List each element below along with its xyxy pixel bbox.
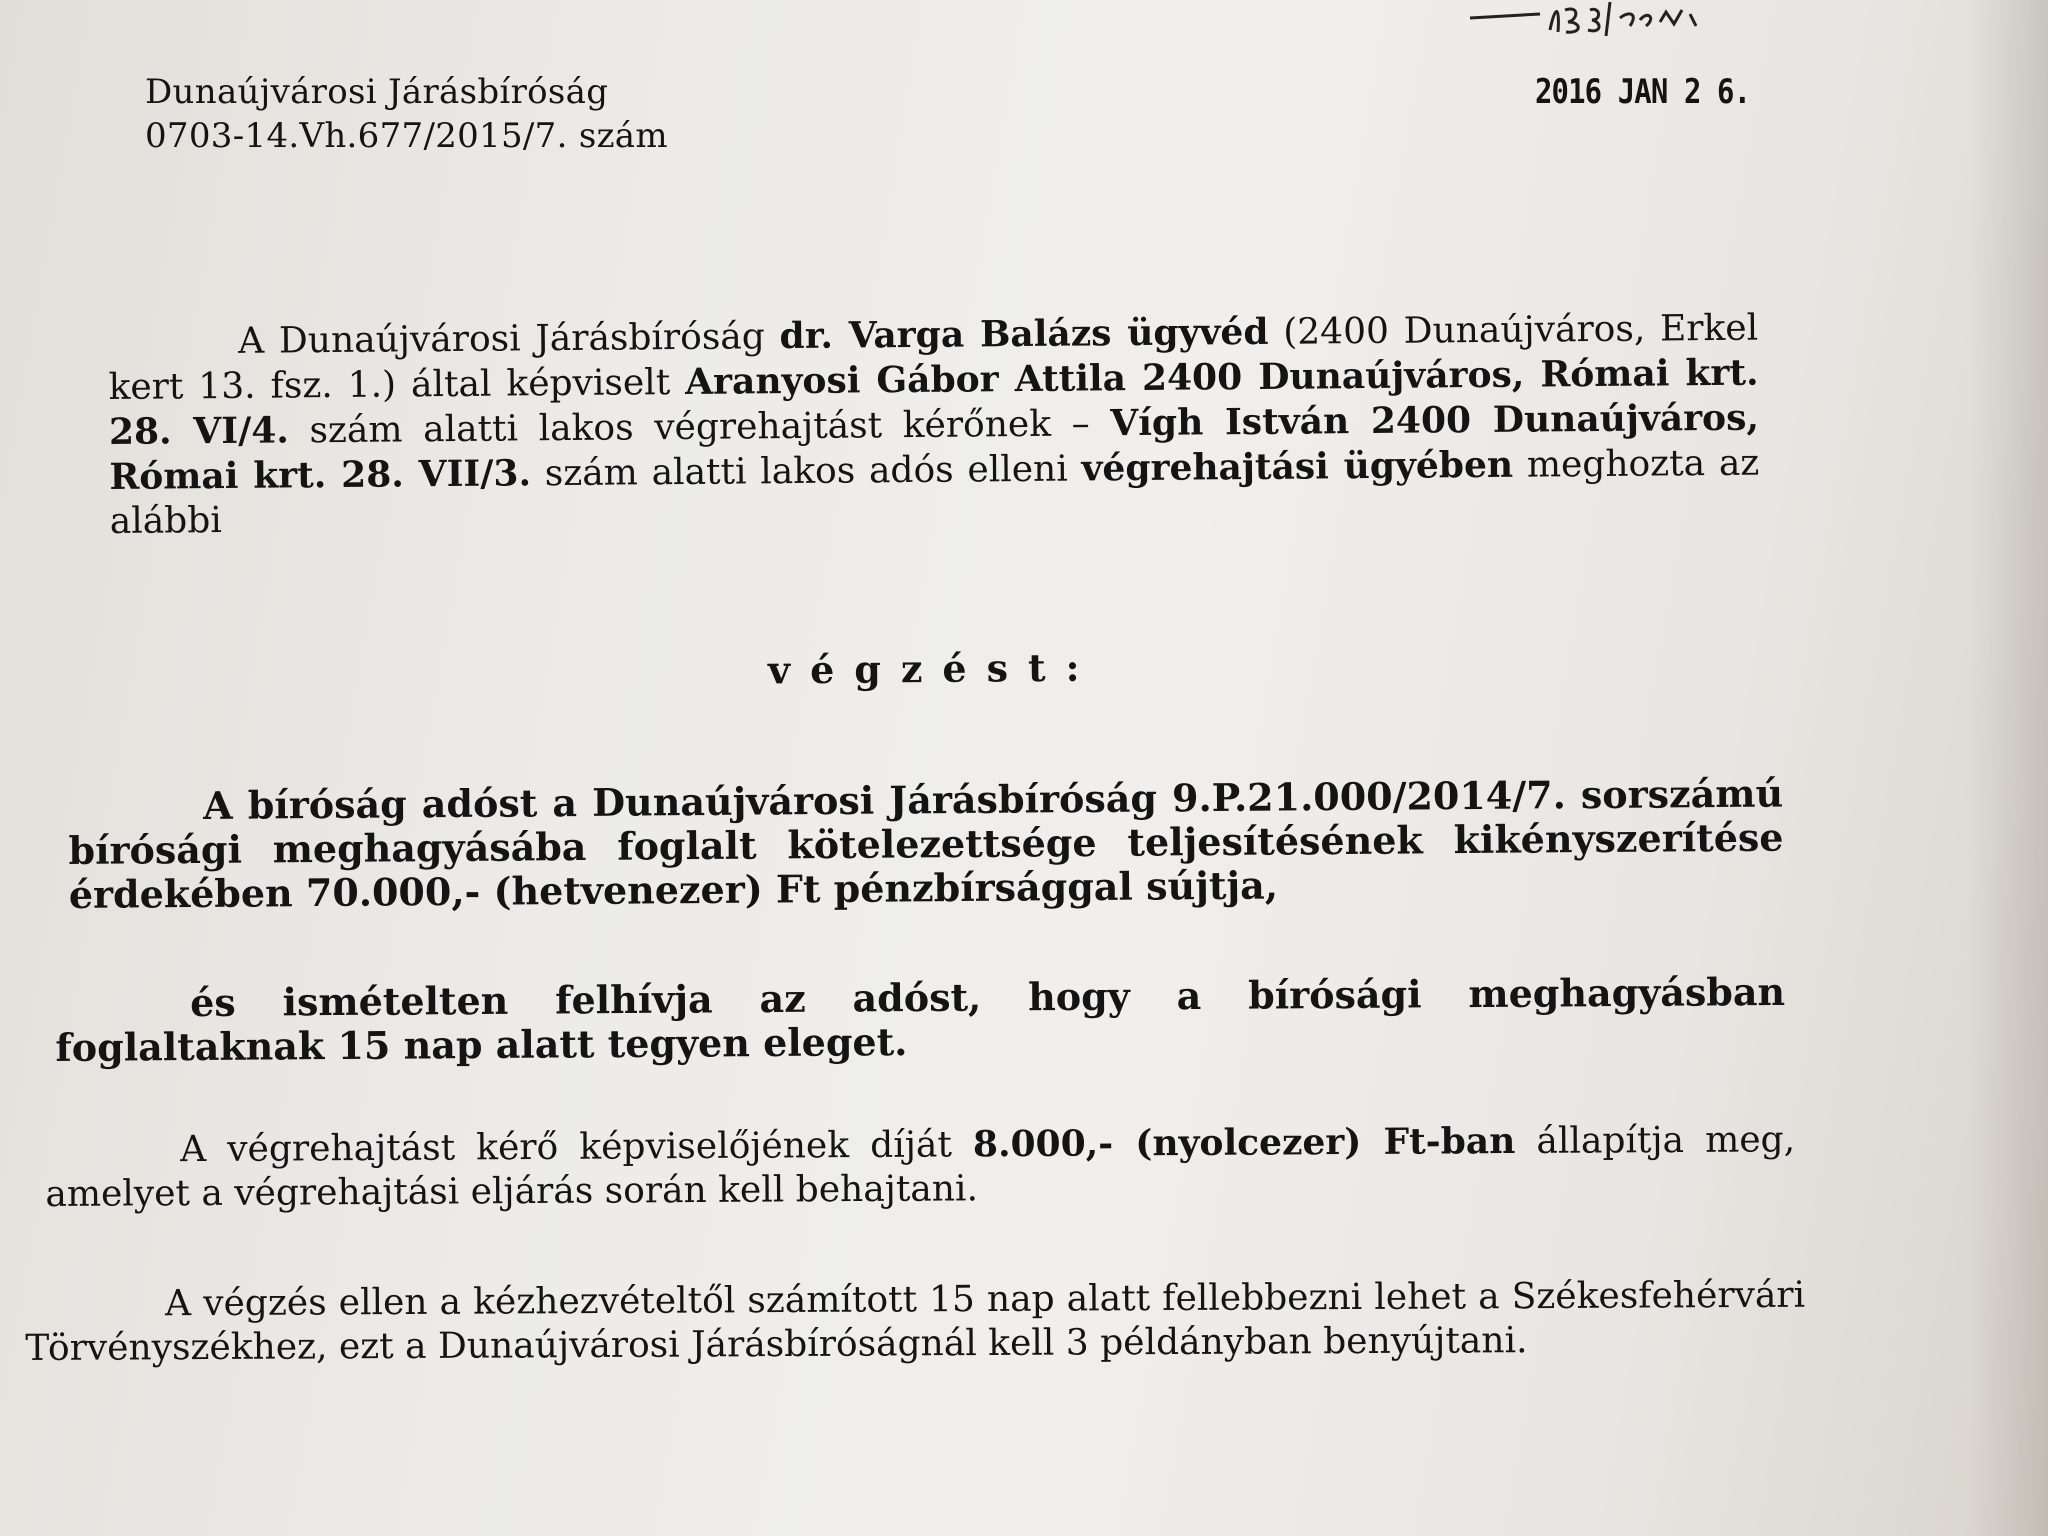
further-order-paragraph: és ismételten felhívja az adóst, hogy a bírósági meghagyásban foglaltaknak 15 nap alatt tegyen eleget. [55,968,1786,1070]
fee-paragraph: A végrehajtást kérő képviselőjének díját 8.000,- (nyolcezer) Ft-ban állapítja meg, amelyet a végrehajtási eljárás során kell behajtani. [45,1119,1796,1215]
appeal-paragraph: A végzés ellen a kézhezvételtől számított 15 nap alatt fellebbezni lehet a Székesfehérvári Törvényszékhez, ezt a Dunaújvárosi Járásbíróságnál kell 3 példányban benyújtani. [25,1274,1806,1369]
handwritten-registration-mark [1460,0,1760,40]
page-edge-shadow [1968,0,2048,1536]
decision-title: végzést: [767,644,1100,693]
intro-paragraph: A Dunaújvárosi Járásbíróság dr. Varga Balázs ügyvéd (2400 Dunaújváros, Erkel kert 13. fsz. 1.) által képviselt Aranyosi Gábor Attila 2400 Dunaújváros, Római krt. 28. VI/4. szám alatti lakos végrehajtást kérőnek – Vígh István 2400 Dunaújváros, Római krt. 28. VII/3. szám alatti lakos adós elleni végrehajtási ügyében meghozta az alábbi [108,307,1760,542]
document-header [145,70,668,158]
case-number: 0703-14.Vh.677/2015/7. szám [145,116,668,156]
court-name: Dunaújvárosi Járásbíróság [145,72,609,112]
received-date-stamp: 2016 JAN 2 6. [1535,72,1751,112]
decision-paragraph: A bíróság adóst a Dunaújvárosi Járásbíróság 9.P.21.000/2014/7. sorszámú bírósági meghagyásába foglalt kötelezettsége teljesítésének kikényszerítése érdekében 70.000,- (hetvenezer) Ft pénzbírsággal sújtja, [68,770,1784,917]
